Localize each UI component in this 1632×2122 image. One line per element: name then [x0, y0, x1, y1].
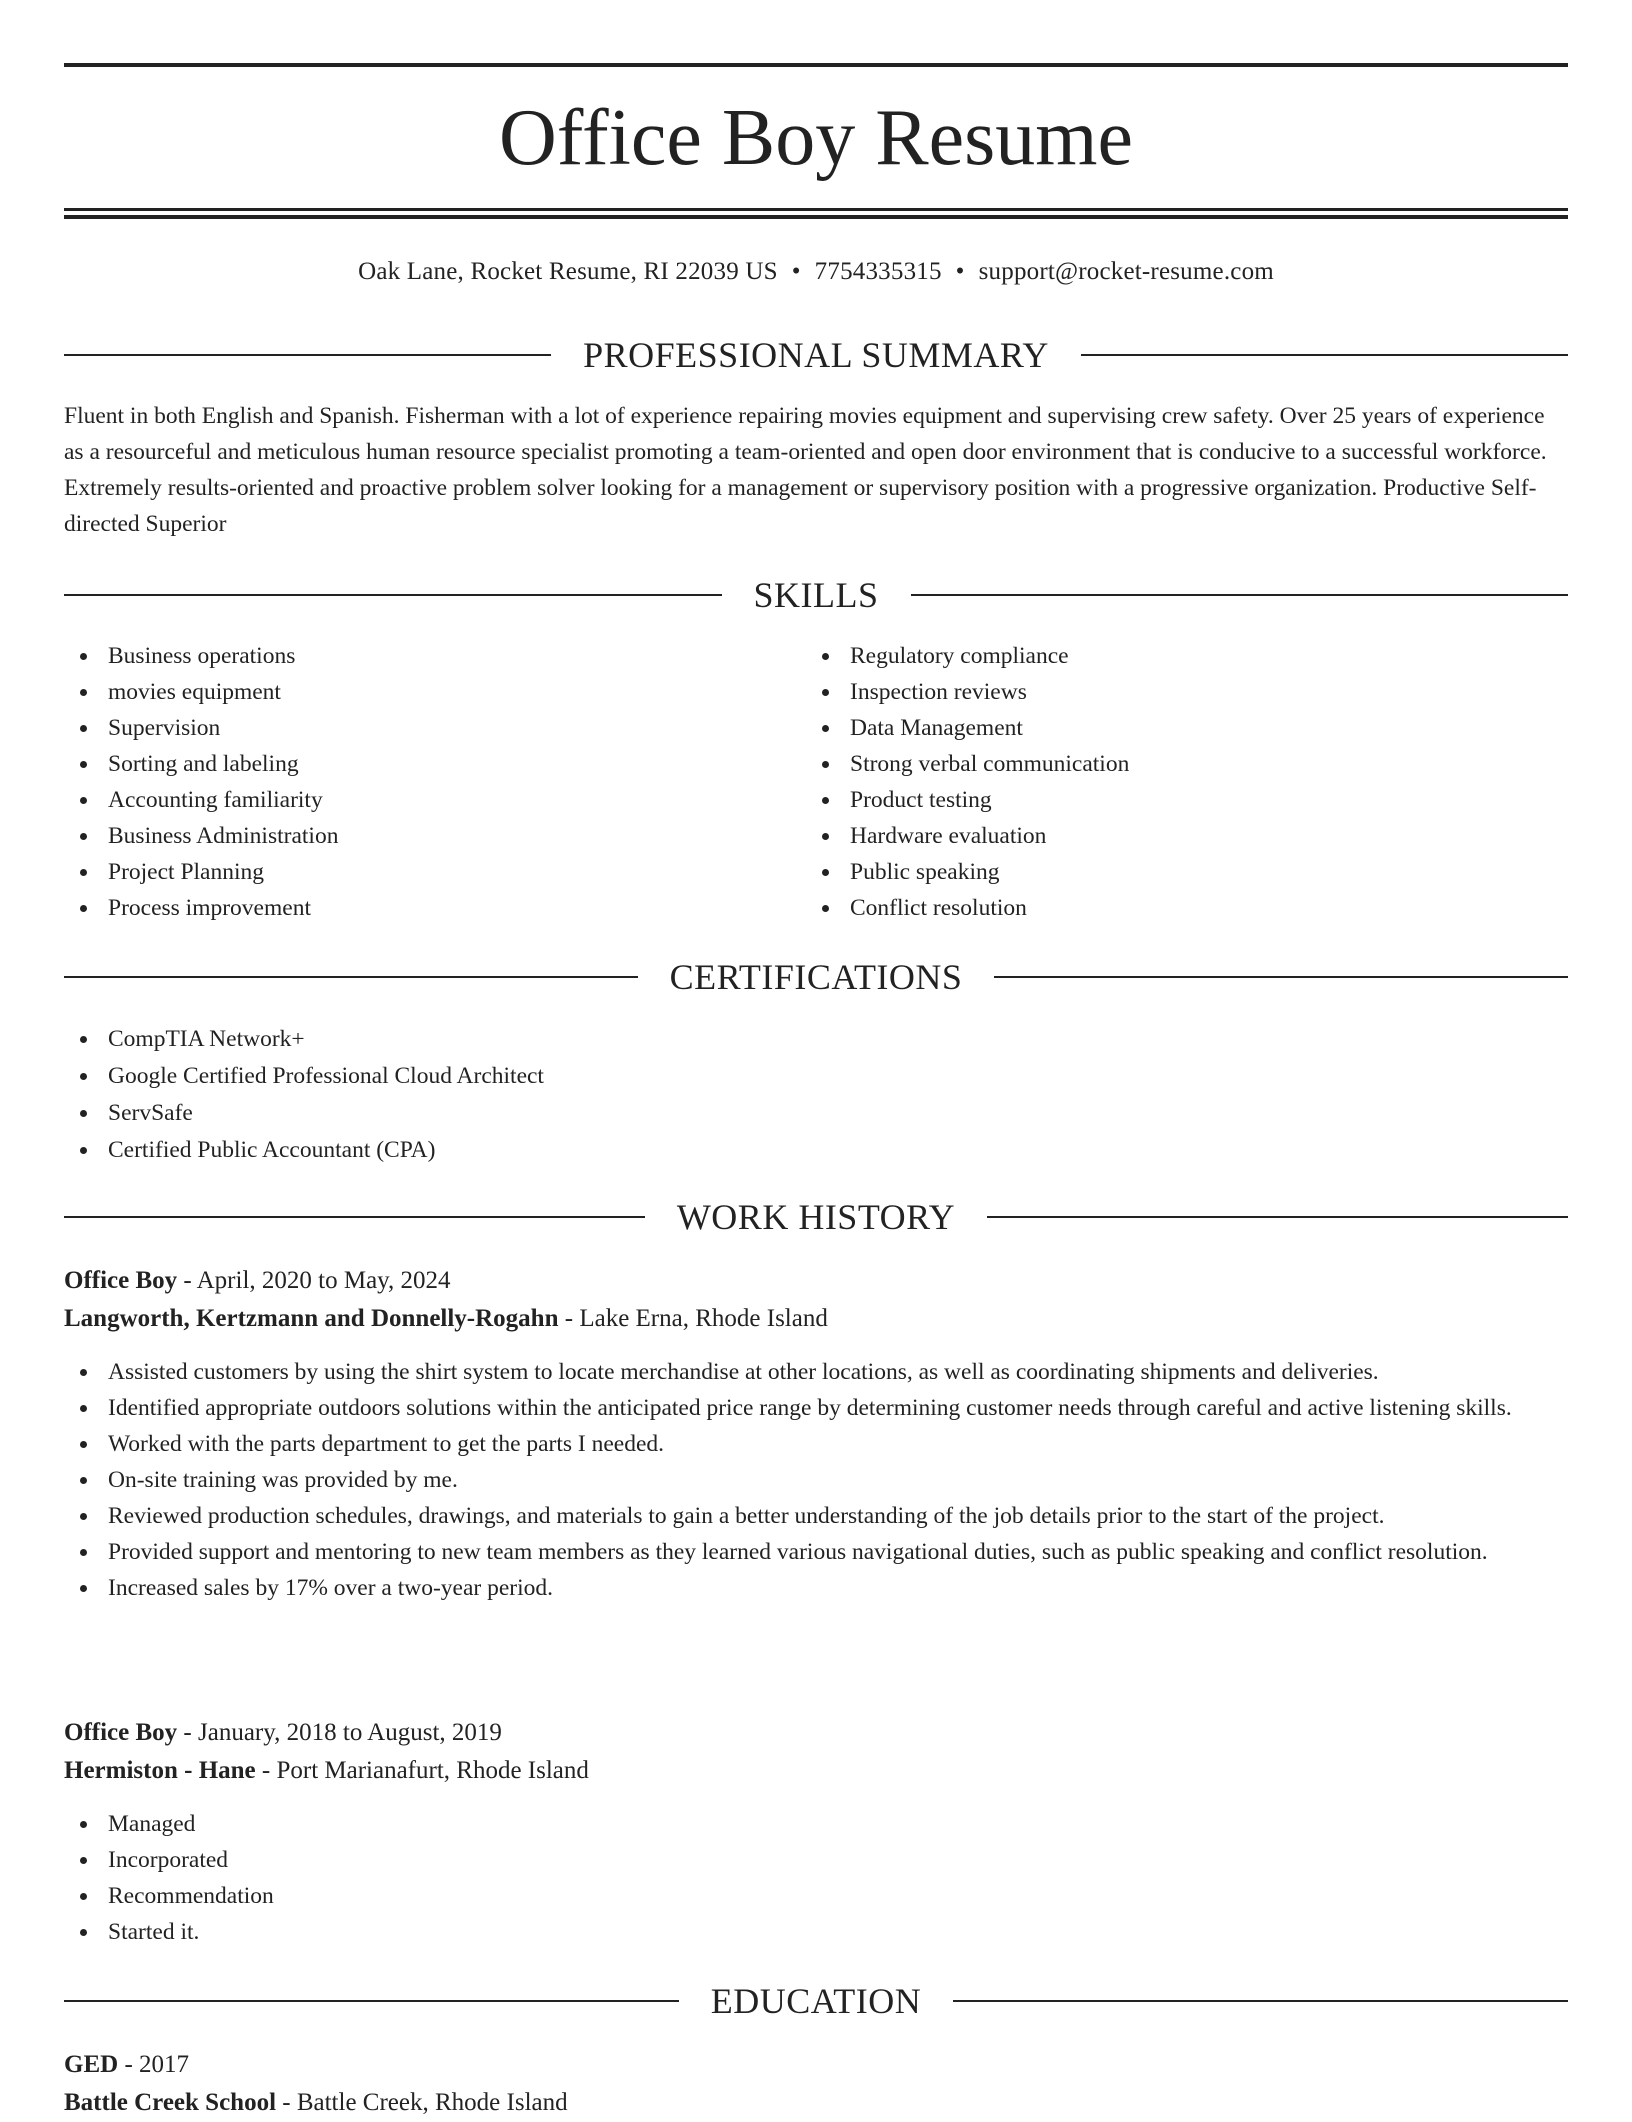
section-title-education: EDUCATION [710, 1981, 922, 2021]
divider-line [911, 594, 1569, 596]
top-rule [64, 63, 1568, 67]
skill-item: Conflict resolution [806, 890, 1506, 926]
certification-item: Google Certified Professional Cloud Architect [64, 1058, 1568, 1095]
job-entry [64, 1714, 1568, 1950]
title-rule-lower [64, 215, 1568, 219]
job-bullet: Reviewed production schedules, drawings, and materials to gain a better understanding of the job details prior to the start of the project. [64, 1498, 1568, 1534]
section-header-certifications [64, 952, 1568, 1002]
skill-item: Sorting and labeling [64, 746, 764, 782]
job-bullets [64, 1806, 1568, 1950]
summary-text: Fluent in both English and Spanish. Fisherman with a lot of experience repairing movies equipment and supervising crew safety. Over 25 years of experience as a resourceful and meticulous human resource specialist promoting a team-oriented and open door environment that is conducive to a successful workforce. Extremely results-oriented and proactive problem solver looking for a management or supervisory position with a progressive organization. Productive Self-directed Superior [64, 403, 1547, 537]
skill-item: Data Management [806, 710, 1506, 746]
skill-item: Project Planning [64, 854, 764, 890]
job-bullet: Recommendation [64, 1878, 1568, 1914]
divider-line [64, 354, 551, 356]
skill-item: Inspection reviews [806, 674, 1506, 710]
certifications-list [64, 1021, 1568, 1169]
section-header-summary [64, 330, 1568, 380]
divider-line [1081, 354, 1568, 356]
title-rule-upper [64, 208, 1568, 211]
divider-line [64, 976, 638, 978]
education-degree-line [64, 2046, 1568, 2084]
contact-separator: • [791, 258, 801, 285]
skill-item: Strong verbal communication [806, 746, 1506, 782]
divider-line [953, 2000, 1568, 2002]
skill-item: Supervision [64, 710, 764, 746]
certification-item: CompTIA Network+ [64, 1021, 1568, 1058]
education-location: - Battle Creek, Rhode Island [276, 2089, 568, 2116]
section-title-work-history: WORK HISTORY [676, 1197, 956, 1237]
job-location: - Port Marianafurt, Rhode Island [255, 1757, 589, 1784]
divider-line [64, 1216, 645, 1218]
certification-item: ServSafe [64, 1095, 1568, 1132]
education-school-line [64, 2084, 1568, 2122]
certification-item: Certified Public Accountant (CPA) [64, 1132, 1568, 1169]
skill-item: Business Administration [64, 818, 764, 854]
skill-item: Hardware evaluation [806, 818, 1506, 854]
job-bullet: Identified appropriate outdoors solutions within the anticipated price range by determining customer needs through careful and active listening skills. [64, 1390, 1568, 1426]
job-dates: - January, 2018 to August, 2019 [177, 1719, 502, 1746]
education-degree: GED [64, 2051, 119, 2078]
section-title-summary: PROFESSIONAL SUMMARY [583, 335, 1049, 375]
job-company-line [64, 1300, 1568, 1338]
job-title: Office Boy [64, 1267, 178, 1294]
education-year: - 2017 [118, 2051, 190, 2078]
job-bullet: Increased sales by 17% over a two-year period. [64, 1570, 1568, 1606]
section-title-skills: SKILLS [753, 575, 879, 615]
job-entry [64, 1262, 1568, 1606]
job-company: Langworth, Kertzmann and Donnelly-Rogahn [64, 1305, 559, 1332]
job-location: - Lake Erna, Rhode Island [558, 1305, 828, 1332]
job-bullet: Assisted customers by using the shirt system to locate merchandise at other locations, as well as coordinating shipments and deliveries. [64, 1354, 1568, 1390]
job-bullet: Worked with the parts department to get the parts I needed. [64, 1426, 1568, 1462]
skills-list-right [806, 638, 1506, 926]
job-company-line [64, 1752, 1568, 1790]
skill-item: Process improvement [64, 890, 764, 926]
contact-separator: • [955, 258, 965, 285]
divider-line [64, 594, 722, 596]
job-bullet: On-site training was provided by me. [64, 1462, 1568, 1498]
skill-item: Public speaking [806, 854, 1506, 890]
page-title: Office Boy Resume [499, 94, 1133, 182]
job-bullet: Incorporated [64, 1842, 1568, 1878]
job-title-line [64, 1262, 1568, 1300]
skill-item: Product testing [806, 782, 1506, 818]
job-bullets [64, 1354, 1568, 1606]
job-dates: - April, 2020 to May, 2024 [177, 1267, 451, 1294]
job-title-line [64, 1714, 1568, 1752]
divider-line [994, 976, 1568, 978]
education-school: Battle Creek School [64, 2089, 277, 2116]
section-header-skills [64, 570, 1568, 620]
job-bullet: Managed [64, 1806, 1568, 1842]
section-header-work-history [64, 1192, 1568, 1242]
job-company: Hermiston - Hane [64, 1757, 256, 1784]
job-bullet: Started it. [64, 1914, 1568, 1950]
contact-email: support@rocket-resume.com [978, 258, 1274, 285]
education-entry [64, 2046, 1568, 2122]
skill-item: Accounting familiarity [64, 782, 764, 818]
skill-item: movies equipment [64, 674, 764, 710]
contact-phone: 7754335315 [814, 258, 942, 285]
skills-list-left [64, 638, 764, 926]
contact-line [64, 252, 1568, 292]
divider-line [64, 2000, 679, 2002]
skill-item: Business operations [64, 638, 764, 674]
divider-line [987, 1216, 1568, 1218]
section-title-certifications: CERTIFICATIONS [669, 957, 963, 997]
contact-address: Oak Lane, Rocket Resume, RI 22039 US [358, 258, 778, 285]
job-bullet: Provided support and mentoring to new team members as they learned various navigational duties, such as public speaking and conflict resolution. [64, 1534, 1568, 1570]
job-title: Office Boy [64, 1719, 178, 1746]
skill-item: Regulatory compliance [806, 638, 1506, 674]
section-header-education [64, 1976, 1568, 2026]
